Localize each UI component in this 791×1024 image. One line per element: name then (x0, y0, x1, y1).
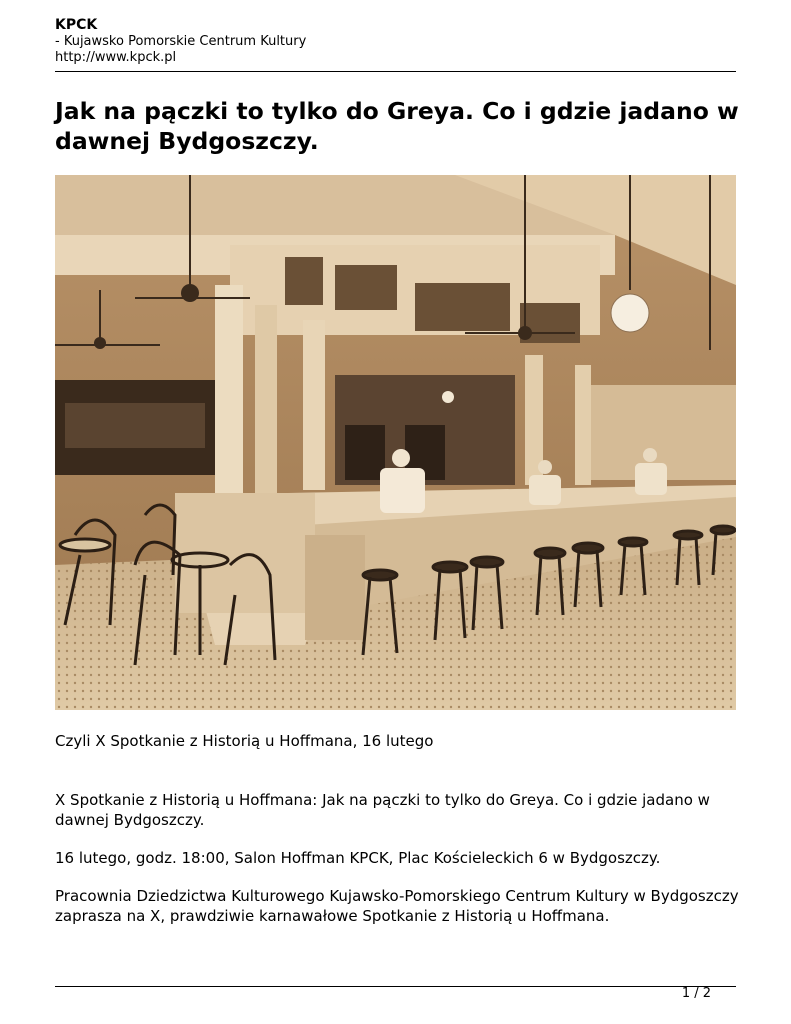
footer-divider (55, 986, 736, 987)
page-header (55, 17, 736, 66)
article-paragraph: 16 lutego, godz. 18:00, Salon Hoffman KPCK, Plac Kościeleckich 6 w Bydgoszczy. (55, 849, 661, 867)
site-subtitle: - Kujawsko Pomorskie Centrum Kultury (55, 34, 307, 49)
site-name: KPCK (55, 17, 98, 33)
article-lead: Czyli X Spotkanie z Historią u Hoffmana, 16 lutego (55, 732, 434, 750)
page-number: 1 / 2 (681, 986, 711, 1001)
article-paragraph: X Spotkanie z Historią u Hoffmana: Jak na pączki to tylko do Greya. Co i gdzie jadano w dawnej Bydgoszczy. (55, 791, 710, 829)
header-divider (55, 71, 736, 72)
article-title: Jak na pączki to tylko do Greya. Co i gdzie jadano w dawnej Bydgoszczy. (55, 97, 739, 155)
site-url-link[interactable]: http://www.kpck.pl (55, 50, 177, 65)
article-paragraph: Pracownia Dziedzictwa Kulturowego Kujawsko-Pomorskiego Centrum Kultury w Bydgoszczy zaprasza na X, prawdziwie karnawałowe Spotkanie z Historią u Hoffmana. (55, 887, 739, 925)
article-photo (55, 175, 736, 710)
